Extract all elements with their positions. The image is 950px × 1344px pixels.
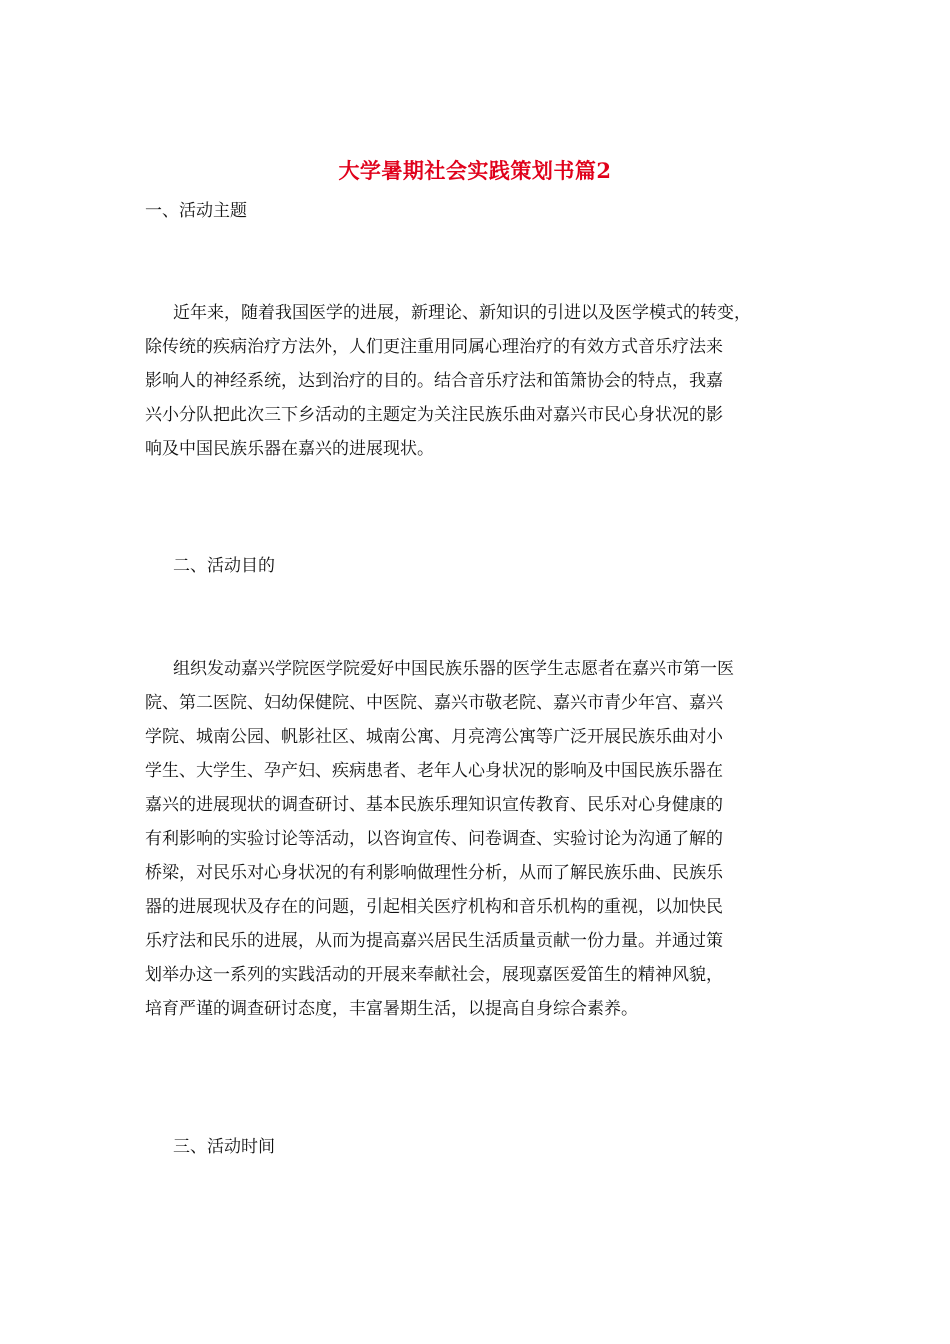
paragraph-line: 嘉兴的进展现状的调查研讨、基本民族乐理知识宣传教育、民乐对心身健康的 <box>145 795 723 815</box>
paragraph-line: 培育严谨的调查研讨态度，丰富暑期生活，以提高自身综合素养。 <box>145 999 638 1019</box>
paragraph-line: 响及中国民族乐器在嘉兴的进展现状。 <box>145 439 434 459</box>
paragraph-line: 划举办这一系列的实践活动的开展来奉献社会，展现嘉医爱笛生的精神风貌， <box>145 965 723 985</box>
paragraph-line: 除传统的疾病治疗方法外，人们更注重用同属心理治疗的有效方式音乐疗法来 <box>145 337 723 357</box>
paragraph-line: 学院、城南公园、帆影社区、城南公寓、月亮湾公寓等广泛开展民族乐曲对小 <box>145 727 723 747</box>
paragraph-line: 乐疗法和民乐的进展，从而为提高嘉兴居民生活质量贡献一份力量。并通过策 <box>145 931 723 951</box>
paragraph-line: 桥梁，对民乐对心身状况的有利影响做理性分析，从而了解民族乐曲、民族乐 <box>145 863 723 883</box>
paragraph-line: 有利影响的实验讨论等活动，以咨询宣传、问卷调查、实验讨论为沟通了解的 <box>145 829 723 849</box>
paragraph-line: 组织发动嘉兴学院医学院爱好中国民族乐器的医学生志愿者在嘉兴市第一医 <box>173 659 734 679</box>
paragraph-line: 影响人的神经系统，达到治疗的目的。结合音乐疗法和笛箫协会的特点，我嘉 <box>145 371 723 391</box>
paragraph-line: 学生、大学生、孕产妇、疾病患者、老年人心身状况的影响及中国民族乐器在 <box>145 761 723 781</box>
section-paragraph-theme <box>145 296 815 466</box>
paragraph-line: 院、第二医院、妇幼保健院、中医院、嘉兴市敬老院、嘉兴市青少年宫、嘉兴 <box>145 693 723 713</box>
section-heading-theme: 一、活动主题 <box>145 201 247 221</box>
document-title: 大学暑期社会实践策划书篇2 <box>338 158 612 183</box>
paragraph-line: 兴小分队把此次三下乡活动的主题定为关注民族乐曲对嘉兴市民心身状况的影 <box>145 405 723 425</box>
paragraph-line: 近年来，随着我国医学的进展，新理论、新知识的引进以及医学模式的转变， <box>173 303 751 323</box>
paragraph-line: 器的进展现状及存在的问题，引起相关医疗机构和音乐机构的重视，以加快民 <box>145 897 723 917</box>
section-paragraph-purpose <box>145 652 815 1026</box>
section-heading-purpose: 二、活动目的 <box>173 556 275 576</box>
section-heading-time: 三、活动时间 <box>173 1137 275 1157</box>
